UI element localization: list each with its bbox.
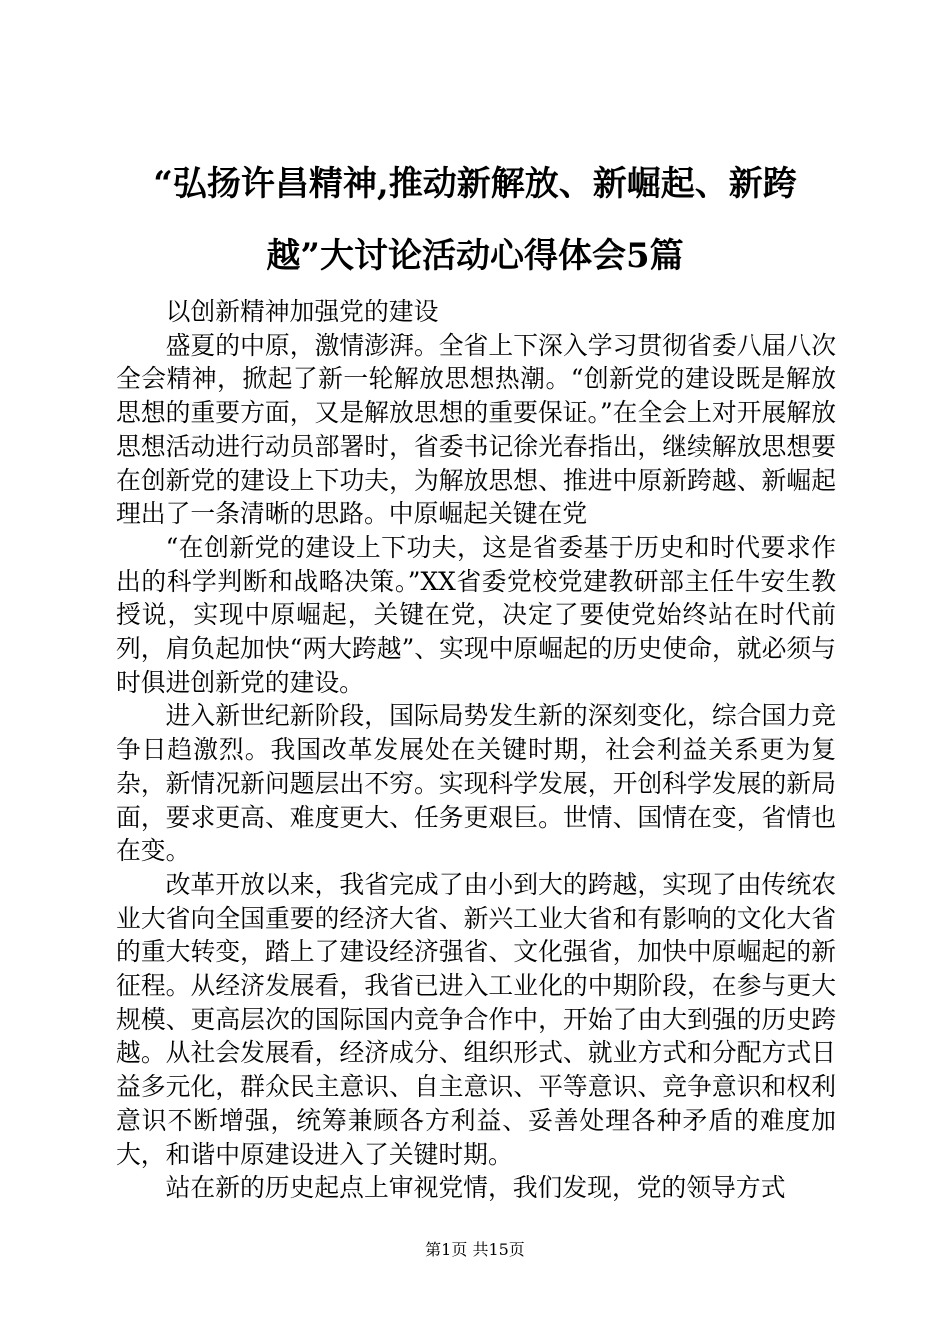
document-body [116, 295, 836, 1205]
page-footer: 第1页 共15页 [425, 1240, 525, 1259]
paragraph: “在创新党的建设上下功夫，这是省委基于历史和时代要求作出的科学判断和战略决策。”XX省委党校党建教研部主任牛安生教授说，实现中原崛起，关键在党，决定了要使党始终站在时代前列，肩负起加快“两大跨越”、实现中原崛起的历史使命，就必须与时俱进创新党的建设。 [116, 532, 836, 697]
document-title [100, 148, 850, 292]
paragraph: 盛夏的中原，激情澎湃。全省上下深入学习贯彻省委八届八次全会精神，掀起了新一轮解放思想热潮。“创新党的建设既是解放思想的重要方面，又是解放思想的重要保证。”在全会上对开展解放思想活动进行动员部署时，省委书记徐光春指出，继续解放思想要在创新党的建设上下功夫，为解放思想、推进中原新跨越、新崛起理出了一条清晰的思路。中原崛起关键在党 [116, 330, 836, 529]
title-line-2: 越”大讨论活动心得体会5篇 [266, 236, 684, 276]
paragraph: 进入新世纪新阶段，国际局势发生新的深刻变化，综合国力竞争日趋激烈。我国改革发展处在关键时期，社会利益关系更为复杂，新情况新问题层出不穷。实现科学发展，开创科学发展的新局面，要求更高、难度更大、任务更艰巨。世情、国情在变，省情也在变。 [116, 701, 836, 866]
title-line-1: “弘扬许昌精神,推动新解放、新崛起、新跨 [153, 164, 797, 204]
paragraph: 站在新的历史起点上审视党情，我们发现，党的领导方式 [165, 1173, 786, 1203]
section-heading: 以创新精神加强党的建设 [165, 297, 439, 326]
paragraph: 改革开放以来，我省完成了由小到大的跨越，实现了由传统农业大省向全国重要的经济大省、新兴工业大省和有影响的文化大省的重大转变，踏上了建设经济强省、文化强省，加快中原崛起的新征程。从经济发展看，我省已进入工业化的中期阶段，在参与更大规模、更高层次的国际国内竞争合作中，开始了由大到强的历史跨越。从社会发展看，经济成分、组织形式、就业方式和分配方式日益多元化，群众民主意识、自主意识、平等意识、竞争意识和权利意识不断增强，统筹兼顾各方利益、妥善处理各种矛盾的难度加大，和谐中原建设进入了关键时期。 [116, 869, 836, 1169]
